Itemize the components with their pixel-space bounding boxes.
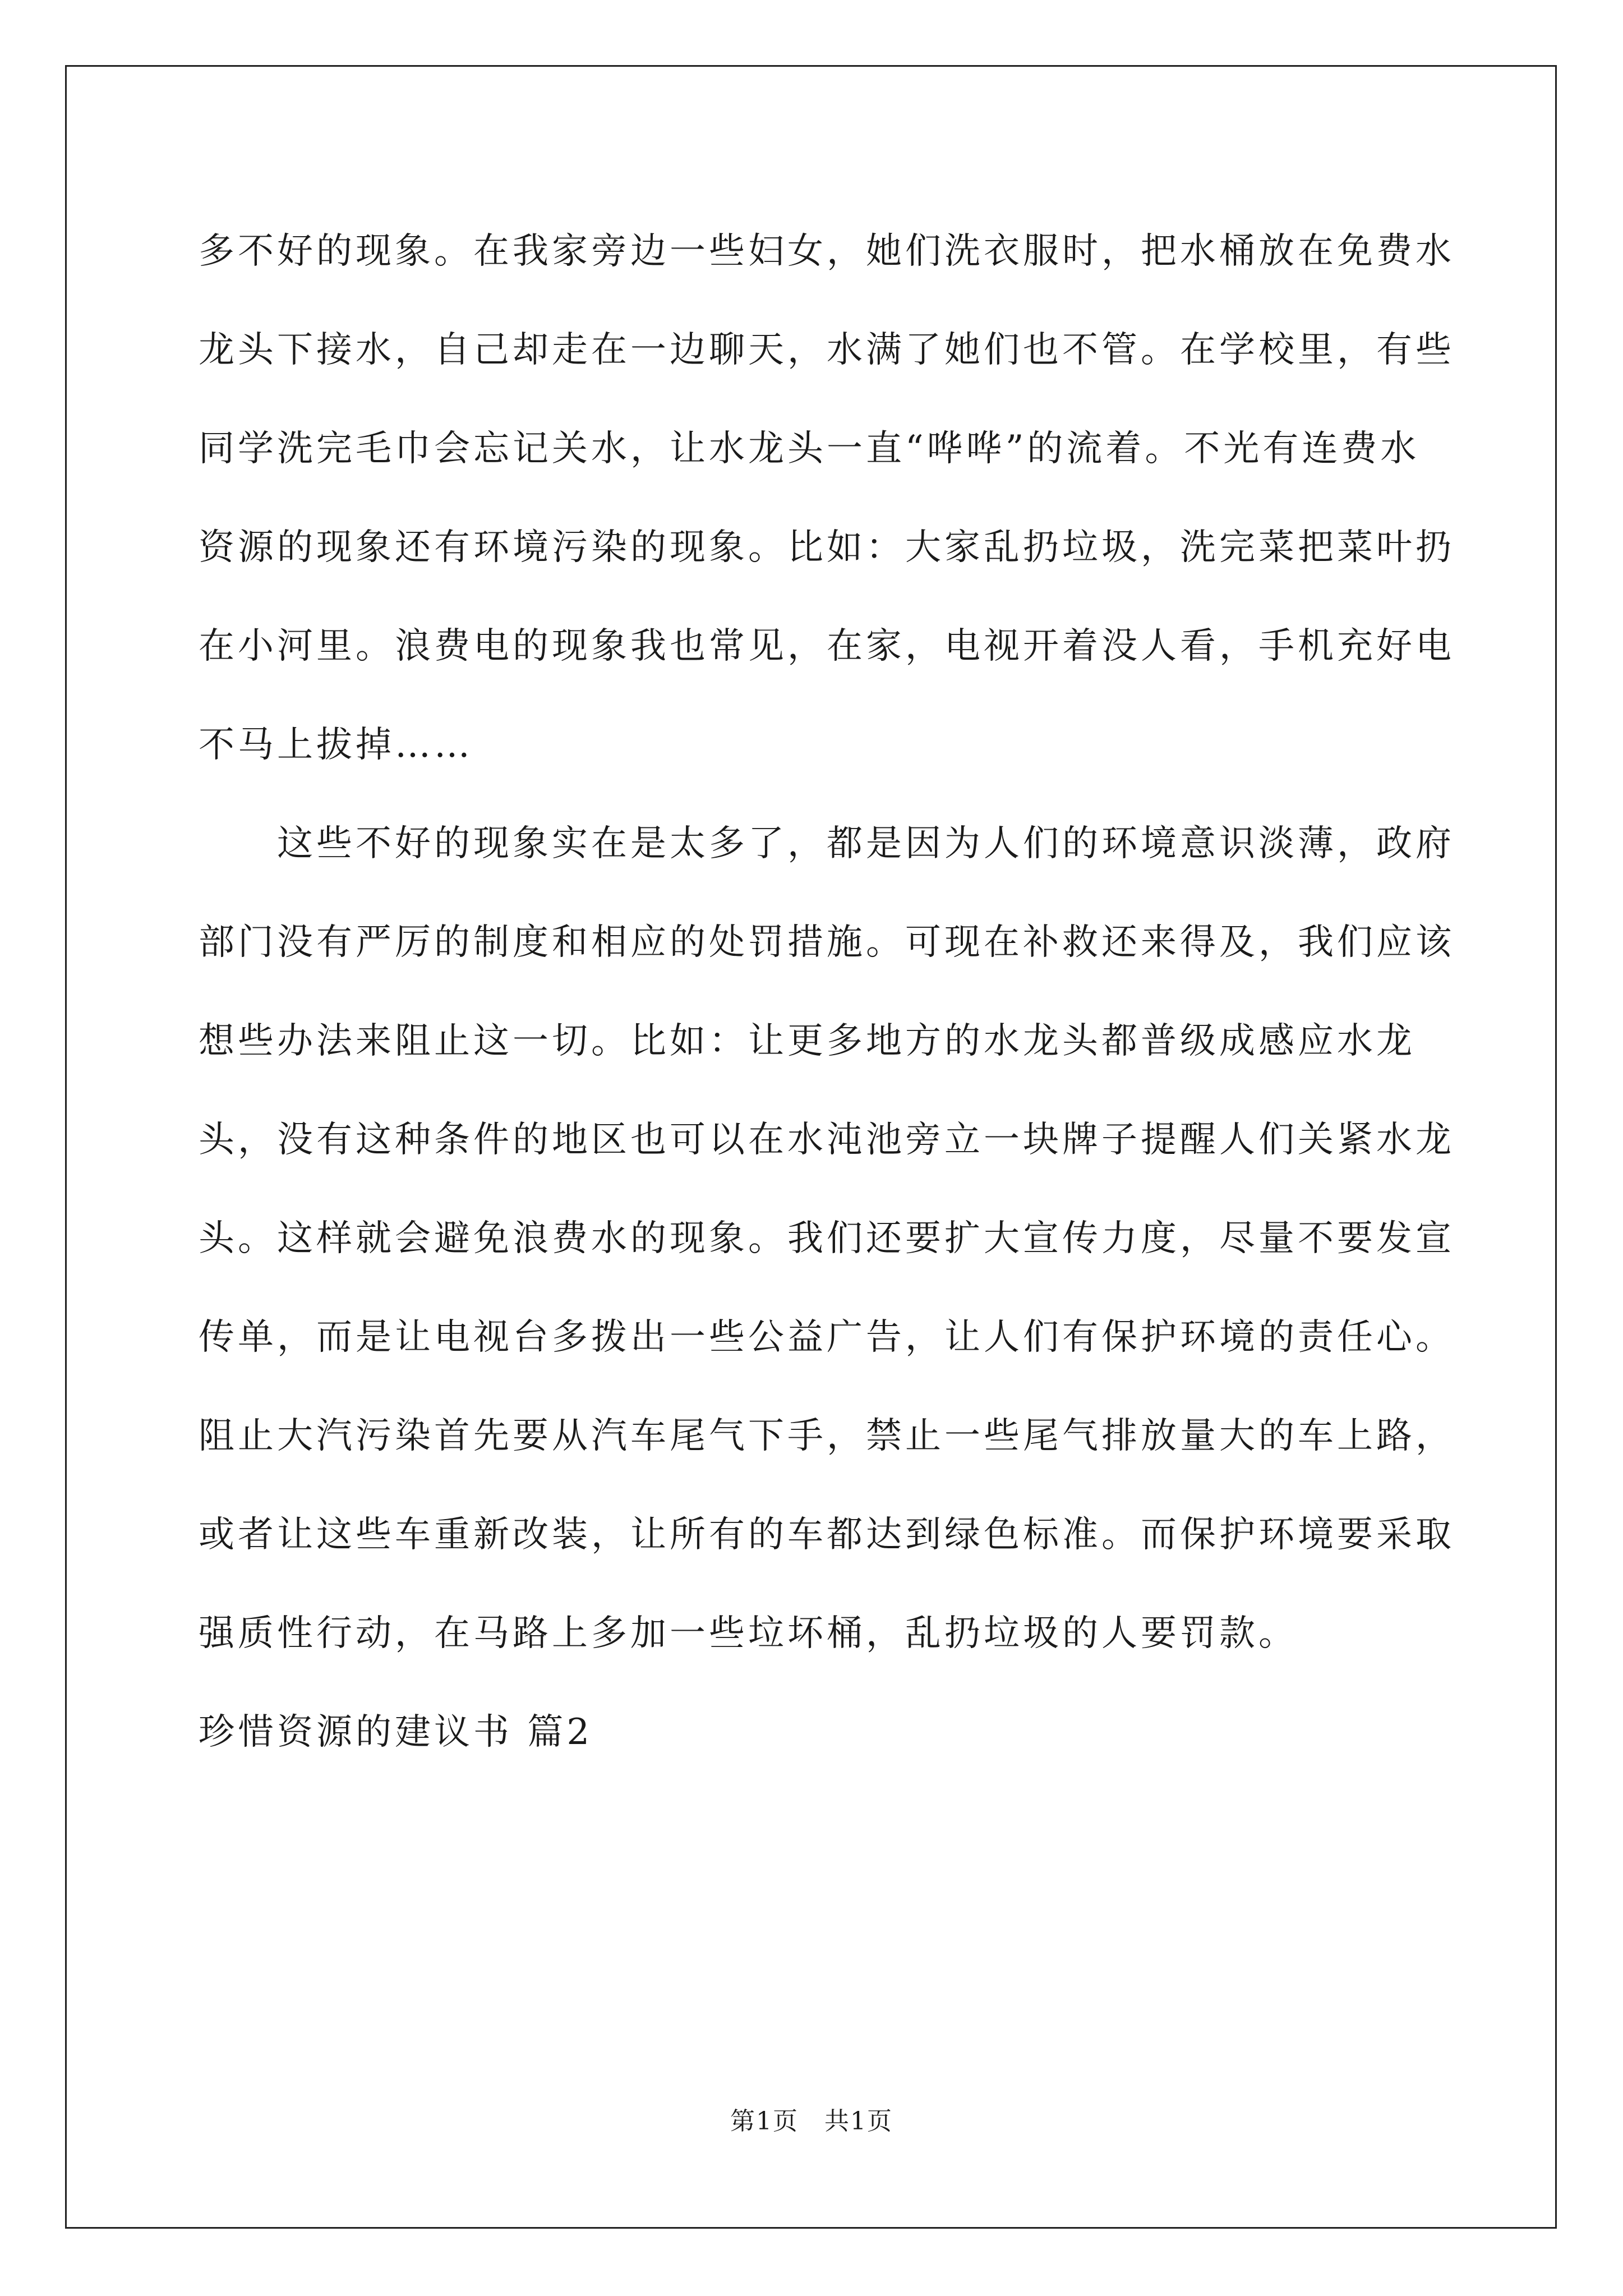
document-body [199, 202, 1455, 1782]
paragraph-1: 多不好的现象。在我家旁边一些妇女，她们洗衣服时，把水桶放在免费水龙头下接水，自己却走在一边聊天，水满了她们也不管。在学校里，有些同学洗完毛巾会忘记关水，让水龙头一直“哗哗”的流着。不光有连费水资源的现象还有环境污染的现象。比如：大家乱扔垃圾，洗完菜把菜叶扔在小河里。浪费电的现象我也常见，在家，电视开着没人看，手机充好电不马上拔掉…… [199, 231, 1455, 766]
paragraph-2: 这些不好的现象实在是太多了，都是因为人们的环境意识淡薄，政府部门没有严厉的制度和相应的处罚措施。可现在补救还来得及，我们应该想些办法来阻止这一切。比如：让更多地方的水龙头都普级成感应水龙头，没有这种条件的地区也可以在水沌池旁立一块牌子提醒人们关紧水龙头。这样就会避免浪费水的现象。我们还要扩大宣传力度，尽量不要发宣传单，而是让电视台多拨出一些公益广告，让人们有保护环境的责任心。阻止大汽污染首先要从汽车尾气下手，禁止一些尾气排放量大的车上路，或者让这些车重新改装，让所有的车都达到绿色标准。而保护环境要采取强质性行动，在马路上多加一些垃坏桶，乱扔垃圾的人要罚款。 [199, 823, 1455, 1654]
section-heading: 珍惜资源的建议书 篇2 [199, 1711, 593, 1753]
page-footer: 第1页 共1页 [730, 2107, 893, 2136]
